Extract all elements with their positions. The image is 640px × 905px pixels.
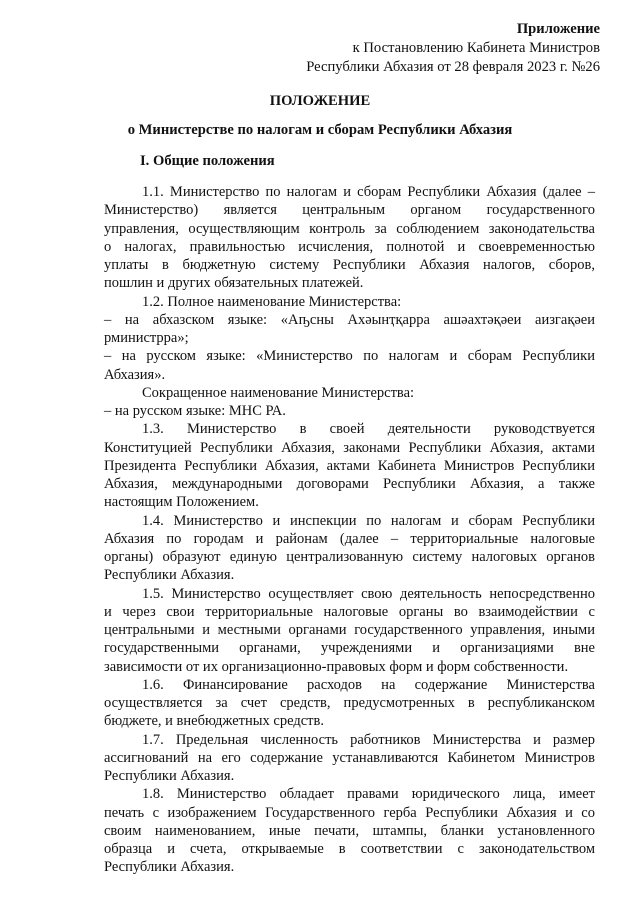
text-line: 1.8. Министерство обладает правами юридического лица, имеет bbox=[142, 786, 595, 803]
appendix-header bbox=[306, 20, 600, 77]
text-line: уплаты в бюджетную систему Республики Абхазия налогов, сборов, bbox=[104, 257, 595, 273]
text-line: 1.6. Финансирование расходов на содержание Министерства bbox=[142, 676, 595, 693]
text-line: 1.5. Министерство осуществляет свою деятельность непосредственно bbox=[142, 585, 595, 602]
text-line: Республики Абхазия. bbox=[104, 567, 235, 584]
document-title: ПОЛОЖЕНИЕ bbox=[269, 93, 371, 109]
text-line: 1.4. Министерство и инспекции по налогам и сборам Республики bbox=[142, 512, 595, 529]
text-line: Республики Абхазия. bbox=[104, 768, 235, 784]
text-line: Абхазия, международными договорами Республики Абхазия, а также bbox=[104, 476, 595, 492]
text-line: Абхазия по городам и районам (далее – территориальные налоговые bbox=[104, 530, 595, 547]
appendix-line-1: к Постановлению Кабинета Министров bbox=[352, 40, 600, 56]
section-heading: I. Общие положения bbox=[140, 153, 275, 169]
text-line: государственными органами, учреждениями и организациями вне bbox=[104, 640, 595, 657]
text-line: Республики Абхазия. bbox=[104, 859, 235, 876]
text-line: образца и счета, открываемые в соответствии с законодательством bbox=[104, 841, 595, 857]
text-line: зависимости от их организационно-правовых форм и форм собственности. bbox=[104, 658, 569, 675]
text-line: – на русском языке: МНС РА. bbox=[104, 403, 286, 419]
text-line: Абхазия». bbox=[104, 366, 166, 383]
text-line: Конституцией Республики Абхазия, законами Республики Абхазия, актами bbox=[104, 439, 595, 456]
text-line: 1.1. Министерство по налогам и сборам Республики Абхазия (далее – bbox=[142, 184, 595, 200]
document-body bbox=[104, 183, 595, 877]
text-line: ассигнований на его содержание устанавливаются Кабинетом Министров bbox=[104, 749, 595, 766]
appendix-line-2: Республики Абхазия от 28 февраля 2023 г. №26 bbox=[306, 59, 600, 75]
text-line: рминистрра»; bbox=[104, 330, 189, 346]
text-line: настоящим Положением. bbox=[104, 494, 259, 511]
text-line: и через свои территориальные налоговые органы во взаимодействии с bbox=[104, 603, 595, 620]
text-line: пошлин и других обязательных платежей. bbox=[104, 275, 364, 292]
text-line: печать с изображением Государственного герба Республики Абхазия и со bbox=[104, 804, 595, 821]
text-line: бюджете, и внебюджетных средств. bbox=[104, 713, 324, 730]
text-line: 1.3. Министерство в своей деятельности руководствуется bbox=[142, 421, 595, 438]
text-line: Министерство) является центральным органом государственного bbox=[104, 202, 595, 219]
text-line: – на абхазском языке: «Аҧсны Ахәынҭқарра ашәахтәқәеи аизгақәеи bbox=[104, 311, 595, 328]
appendix-title: Приложение bbox=[516, 21, 600, 37]
text-line: своим наименованием, иные печати, штампы, бланки установленного bbox=[104, 822, 595, 839]
text-line: 1.2. Полное наименование Министерства: bbox=[142, 293, 402, 310]
text-line: о налогах, правильностью исчисления, полнотой и своевременностью bbox=[104, 238, 595, 255]
text-line: центральными и местными органами государственного управления, иными bbox=[104, 622, 595, 638]
text-line: Президента Республики Абхазия, актами Кабинета Министров Республики bbox=[104, 457, 595, 474]
text-line: 1.7. Предельная численность работников Министерства и размер bbox=[142, 731, 595, 748]
text-line: органы) образуют единую централизованную систему налоговых органов bbox=[104, 549, 595, 565]
text-line: осуществляется за счет средств, предусмотренных в республиканском bbox=[104, 695, 595, 711]
text-line: управления, осуществляющим контроль за соблюдением законодательства bbox=[104, 220, 595, 237]
document-subtitle: о Министерстве по налогам и сборам Республики Абхазия bbox=[127, 122, 513, 138]
text-line: Сокращенное наименование Министерства: bbox=[142, 384, 415, 401]
text-line: – на русском языке: «Министерство по налогам и сборам Республики bbox=[104, 348, 595, 365]
